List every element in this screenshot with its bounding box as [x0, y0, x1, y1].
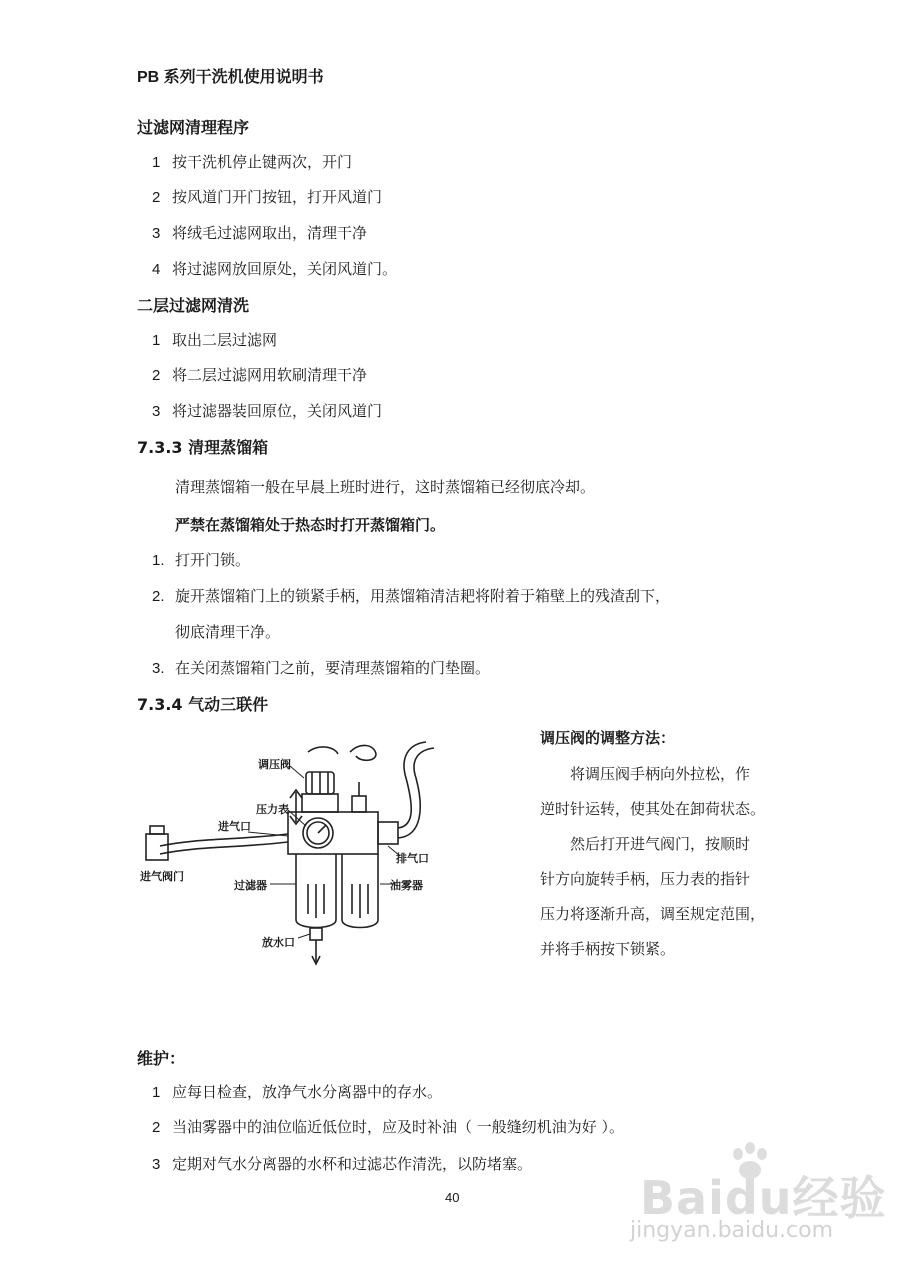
adjust-line: 将调压阀手柄向外拉松，作	[570, 765, 751, 783]
filter-clean-heading: 过滤网清理程序	[137, 118, 250, 137]
list-item: 1. 打开门锁。	[152, 551, 251, 569]
adjust-title: 调压阀的调整方法：	[540, 729, 676, 747]
list-item: 1 应每日检查，放净气水分离器中的存水。	[152, 1083, 443, 1101]
watermark-brand: Baidu经验	[640, 1171, 887, 1225]
page-number: 40	[445, 1190, 460, 1205]
label-lubricator: 油雾器	[390, 879, 423, 892]
list-item: 2. 旋开蒸馏箱门上的锁紧手柄，用蒸馏箱清洁耙将附着于箱壁上的残渣刮下，	[152, 587, 671, 605]
adjust-line: 并将手柄按下锁紧。	[540, 940, 676, 958]
drain-valve	[310, 928, 322, 940]
regulator-neck	[302, 794, 338, 812]
section-733-intro: 清理蒸馏箱一般在早晨上班时进行，这时蒸馏箱已经彻底冷却。	[175, 478, 596, 496]
list-item: 3 将过滤器装回原位，关闭风道门	[152, 402, 383, 420]
section-733-warning: 严禁在蒸馏箱处于热态时打开蒸馏箱门。	[175, 516, 446, 534]
exhaust-hose	[398, 742, 426, 828]
second-filter-heading: 二层过滤网清洗	[137, 296, 250, 315]
label-gauge: 压力表	[256, 803, 289, 816]
adjust-line: 针方向旋转手柄，压力表的指针	[540, 870, 751, 888]
list-item: 2 将二层过滤网用软刷清理干净	[152, 366, 368, 384]
outlet-fitting	[378, 822, 398, 844]
inlet-hose-inner	[160, 842, 288, 854]
list-item: 4 将过滤网放回原处，关闭风道门。	[152, 260, 398, 278]
rotate-arc-2	[350, 745, 376, 760]
list-item: 3 将绒毛过滤网取出，清理干净	[152, 224, 368, 242]
doc-title-text: PB 系列干洗机使用说明书	[137, 69, 324, 86]
label-inlet: 进气口	[218, 820, 251, 833]
adjust-line: 逆时针运转，使其处在卸荷状态。	[540, 800, 766, 818]
list-item: 3. 在关闭蒸馏箱门之前，要清理蒸馏箱的门垫圈。	[152, 659, 491, 677]
adjust-line: 然后打开进气阀门，按顺时	[570, 835, 751, 853]
inlet-valve-body	[146, 834, 168, 860]
list-item: 2 按风道门开门按钮，打开风道门	[152, 188, 383, 206]
list-item: 3 定期对气水分离器的水杯和过滤芯作清洗，以防堵塞。	[152, 1155, 533, 1173]
document-title	[137, 64, 324, 87]
list-item: 2 当油雾器中的油位临近低位时，应及时补油（ 一般缝纫机油为好 ）。	[152, 1118, 625, 1136]
section-733-heading: 7.3.3 清理蒸馏箱	[137, 438, 269, 457]
label-regulator: 调压阀	[258, 758, 291, 771]
list-item: 1 按干洗机停止键两次，开门	[152, 153, 353, 171]
frl-diagram	[138, 738, 438, 970]
rotate-arc	[308, 747, 338, 754]
maintenance-heading: 维护：	[137, 1049, 186, 1068]
inlet-valve-handle	[150, 826, 164, 834]
label-inlet-valve: 进气阀门	[140, 870, 184, 883]
label-drain: 放水口	[262, 936, 295, 949]
adjust-line: 压力将逐渐升高，调至规定范围，	[540, 905, 766, 923]
label-exhaust: 排气口	[396, 852, 429, 865]
lubricator-cap	[352, 796, 366, 812]
watermark-url: jingyan.baidu.com	[630, 1218, 834, 1243]
section-734-heading: 7.3.4 气动三联件	[137, 695, 269, 714]
list-item: 1 取出二层过滤网	[152, 331, 278, 349]
list-item: 彻底清理干净。	[175, 623, 281, 641]
label-filter: 过滤器	[234, 879, 267, 892]
